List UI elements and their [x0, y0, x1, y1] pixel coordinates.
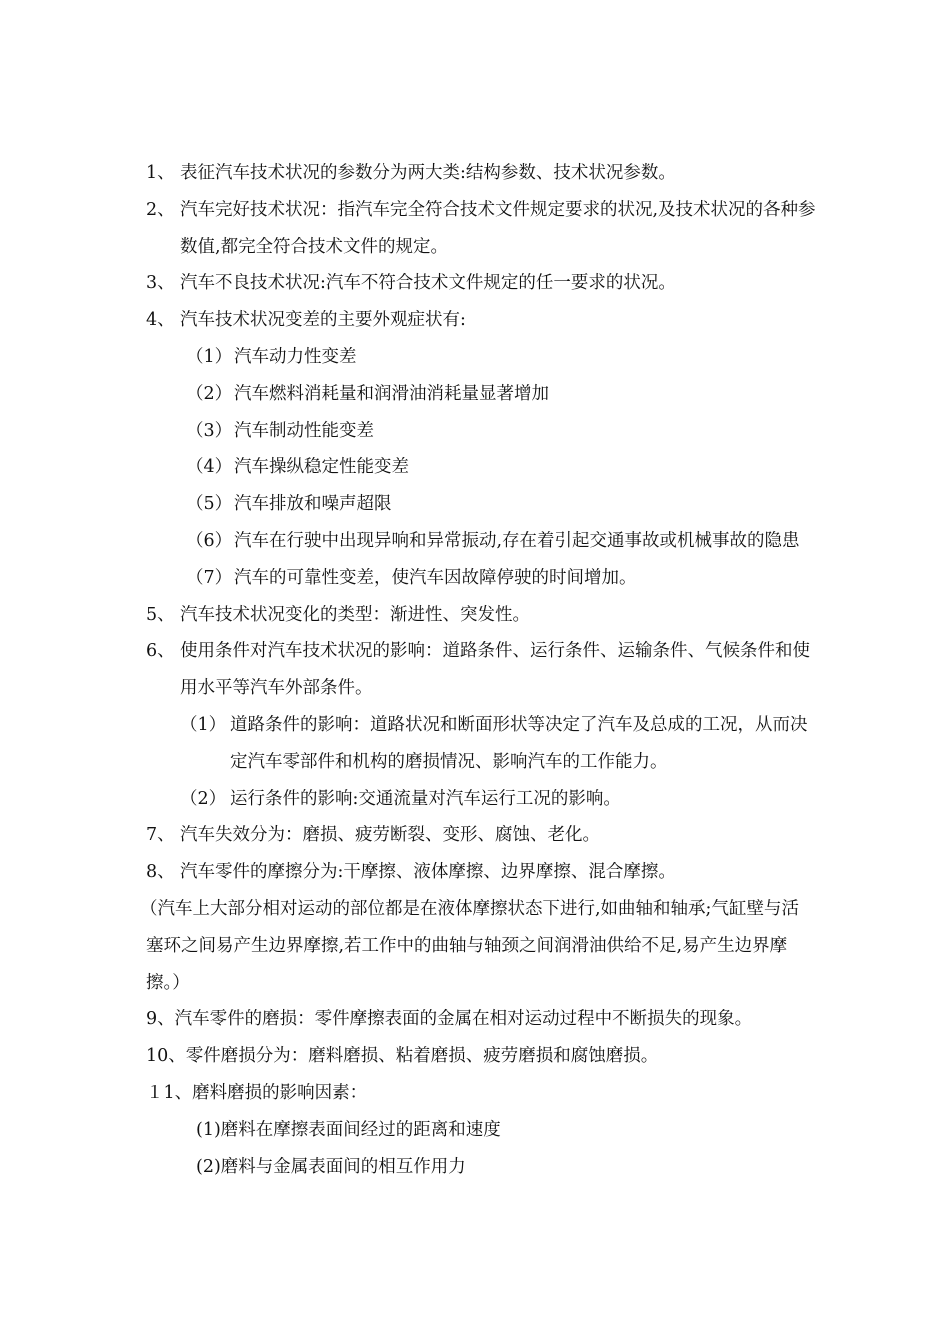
sub-item-11-1: (1)磨料在摩擦表面间经过的距离和速度 [196, 1119, 501, 1140]
document-content [140, 155, 816, 1185]
item-text: 汽车完好技术状况：指汽车完全符合技术文件规定要求的状况,及技术状况的各种参数值,都完全符合技术文件的规定。 [180, 199, 816, 257]
list-item-4 [146, 302, 816, 339]
item-number: 2、 [146, 199, 175, 220]
sub-item-number: （4） [186, 457, 233, 478]
sub-item-text: 运行条件的影响:交通流量对汽车运行工况的影响。 [230, 788, 621, 809]
sub-item-4-2 [186, 376, 816, 413]
sub-item-text: 汽车操纵稳定性能变差 [234, 457, 409, 478]
list-item-3 [146, 265, 816, 302]
list-item-8 [146, 854, 816, 891]
line-10: 10、零件磨损分为：磨料磨损、粘着磨损、疲劳磨损和腐蚀磨损。 [146, 1046, 659, 1067]
sub-item-4-1 [186, 339, 816, 376]
item-text: 汽车失效分为：磨损、疲劳断裂、变形、腐蚀、老化。 [180, 825, 600, 846]
sub-item-11-2: (2)磨料与金属表面间的相互作用力 [196, 1156, 466, 1177]
item-number: 3、 [146, 273, 175, 294]
sub-item-text: 汽车的可靠性变差，使汽车因故障停驶的时间增加。 [234, 567, 637, 588]
sub-item-text: 汽车在行驶中出现异响和异常振动,存在着引起交通事故或机械事故的隐患 [234, 530, 800, 551]
item-text: 汽车技术状况变差的主要外观症状有: [180, 310, 466, 331]
sub-item-number: （5） [186, 494, 233, 515]
sub-item-number: （2） [186, 383, 233, 404]
sub-item-number: （2） [180, 788, 227, 809]
item-text: 汽车不良技术状况:汽车不符合技术文件规定的任一要求的状况。 [180, 273, 676, 294]
sub-item-4-3 [186, 413, 816, 450]
sub-item-4-6 [186, 523, 816, 560]
item-text: 汽车技术状况变化的类型：渐进性、突发性。 [180, 604, 530, 625]
sub-item-text: 汽车制动性能变差 [234, 420, 374, 441]
item-text: 表征汽车技术状况的参数分为两大类:结构参数、技术状况参数。 [180, 163, 676, 183]
item-text: 汽车零件的摩擦分为:干摩擦、液体摩擦、边界摩擦、混合摩擦。 [180, 862, 676, 883]
sub-item-number: （1） [186, 346, 233, 367]
sub-item-6-1 [180, 707, 816, 781]
sub-item-6-2 [180, 781, 816, 818]
list-item-7 [146, 817, 816, 854]
sub-item-number: （7） [186, 567, 233, 588]
sub-item-number: （1） [180, 714, 227, 735]
line-9: 9、汽车零件的磨损：零件摩擦表面的金属在相对运动过程中不断损失的现象。 [146, 1009, 753, 1030]
item-number: 1、 [146, 163, 175, 183]
line-11: １1、磨料磨损的影响因素： [146, 1082, 368, 1103]
list-item-5 [146, 597, 816, 634]
sub-item-text: 汽车排放和噪声超限 [234, 494, 392, 515]
sub-item-number: （6） [186, 530, 233, 551]
sub-item-4-7 [186, 560, 816, 597]
list-item-1 [146, 155, 816, 192]
sub-item-4-4 [186, 449, 816, 486]
sub-item-text: 道路条件的影响：道路状况和断面形状等决定了汽车及总成的工况，从而决定汽车零部件和机构的磨损情况、影响汽车的工作能力。 [230, 714, 808, 772]
item-number: 6、 [146, 641, 175, 662]
list-item-6 [146, 633, 816, 707]
item-number: 5、 [146, 604, 175, 625]
note-paragraph: （汽车上大部分相对运动的部位都是在液体摩擦状态下进行,如曲轴和轴承;气缸壁与活塞环之间易产生边界摩擦,若工作中的曲轴与轴颈之间润滑油供给不足,易产生边界摩擦。） [140, 898, 799, 993]
item-number: 4、 [146, 310, 175, 331]
sub-item-text: 汽车燃料消耗量和润滑油消耗量显著增加 [234, 383, 549, 404]
item-number: 7、 [146, 825, 175, 846]
sub-item-text: 汽车动力性变差 [234, 346, 357, 367]
sub-item-4-5 [186, 486, 816, 523]
item-text: 使用条件对汽车技术状况的影响：道路条件、运行条件、运输条件、气候条件和使用水平等汽车外部条件。 [180, 641, 810, 699]
sub-item-number: （3） [186, 420, 233, 441]
item-number: 8、 [146, 862, 175, 883]
list-item-2 [146, 192, 816, 266]
